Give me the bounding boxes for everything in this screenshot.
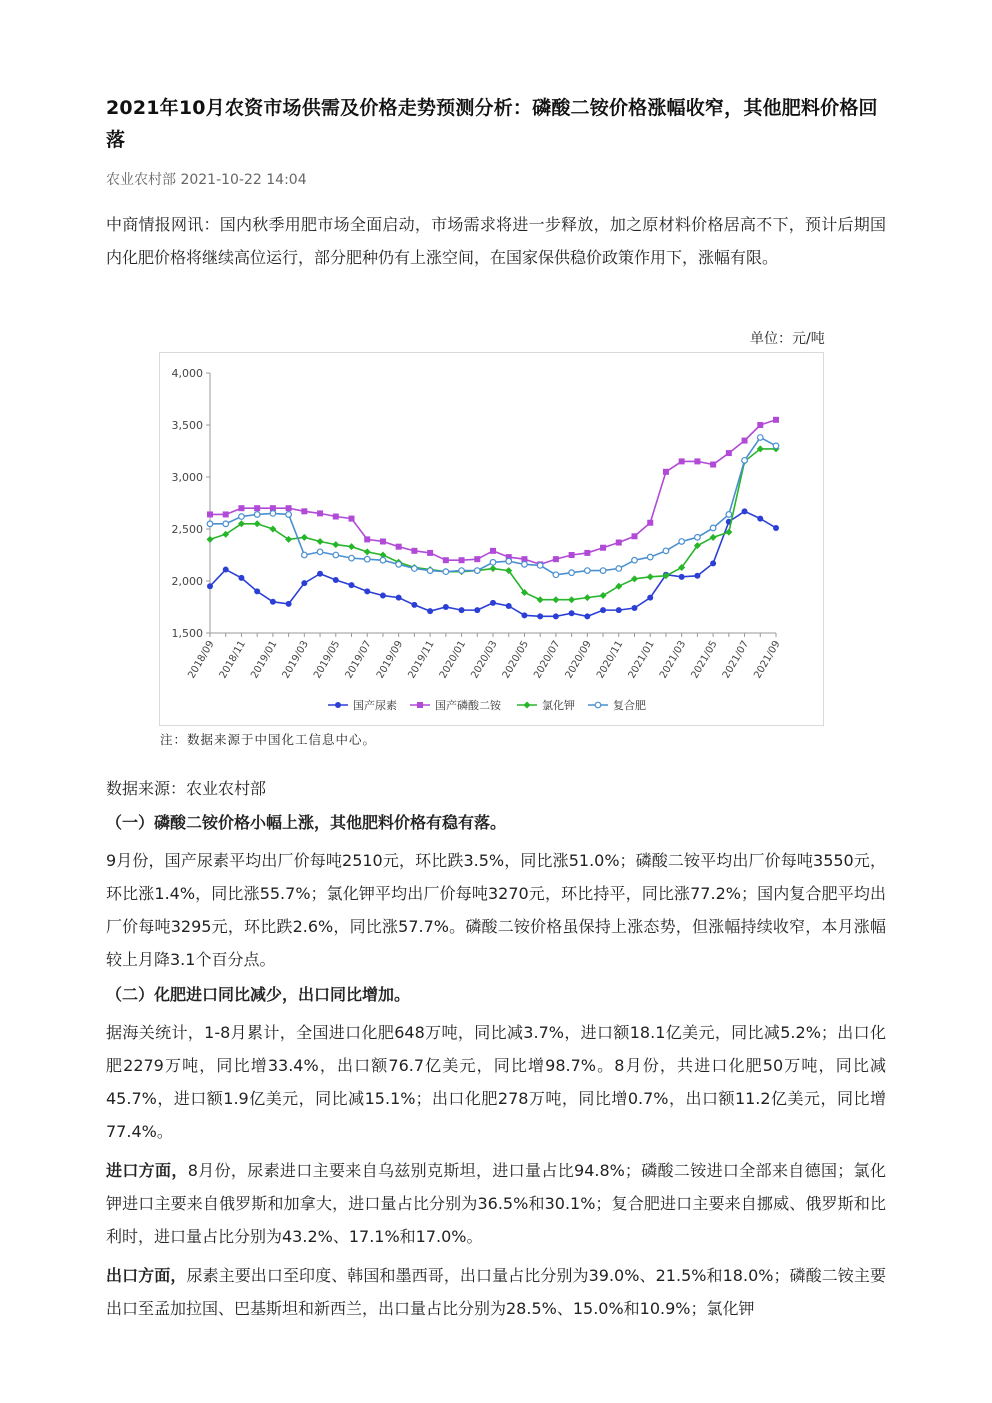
x-tick-label: 2018/11 xyxy=(217,639,249,681)
data-point xyxy=(459,557,465,563)
data-point xyxy=(647,520,653,526)
data-point xyxy=(411,602,417,608)
data-point xyxy=(364,536,370,542)
data-point xyxy=(317,510,323,516)
data-point xyxy=(207,583,213,589)
data-point xyxy=(600,568,606,574)
data-point xyxy=(757,422,763,428)
export-paragraph xyxy=(106,1259,886,1325)
data-point xyxy=(647,573,654,580)
data-point xyxy=(443,604,449,610)
data-point xyxy=(679,539,685,545)
data-point xyxy=(757,435,763,441)
data-point xyxy=(207,536,214,543)
data-point xyxy=(506,558,512,564)
intro-paragraph: 中商情报网讯：国内秋季用肥市场全面启动，市场需求将进一步释放，加之原材料价格居高不下，预计后期国内化肥价格将继续高位运行，部分肥种仍有上涨空间，在国家保供稳价政策作用下，涨幅有限。 xyxy=(106,215,886,267)
data-point xyxy=(380,538,386,544)
data-point xyxy=(443,557,449,563)
data-point xyxy=(317,571,323,577)
data-point xyxy=(585,568,591,574)
data-point xyxy=(537,613,543,619)
x-tick-label: 2021/01 xyxy=(626,639,657,681)
data-point xyxy=(537,563,543,569)
data-point xyxy=(615,583,622,590)
y-tick-label: 4,000 xyxy=(171,367,203,380)
legend-label: 复合肥 xyxy=(613,699,646,712)
data-point xyxy=(710,560,716,566)
data-point xyxy=(223,567,229,573)
legend-label: 氯化钾 xyxy=(542,699,575,712)
data-point xyxy=(490,565,497,572)
x-tick-label: 2020/11 xyxy=(595,639,626,681)
article-datetime: 2021-10-22 14:04 xyxy=(180,172,307,188)
data-point xyxy=(301,580,307,586)
data-point xyxy=(552,596,559,603)
data-point xyxy=(396,595,402,601)
data-point xyxy=(239,514,245,520)
data-point xyxy=(679,458,685,464)
data-point xyxy=(742,438,748,444)
data-point xyxy=(647,554,653,560)
data-point xyxy=(333,577,339,583)
data-point xyxy=(663,548,669,554)
data-point xyxy=(459,568,465,574)
data-point xyxy=(223,521,229,527)
x-tick-label: 2021/05 xyxy=(689,639,720,681)
data-point xyxy=(679,574,685,580)
data-point xyxy=(632,533,638,539)
data-point xyxy=(364,588,370,594)
data-point xyxy=(349,582,355,588)
section2-title: （二）化肥进口同比减少，出口同比增加。 xyxy=(106,985,411,1004)
data-point xyxy=(522,562,528,568)
data-point xyxy=(443,569,449,575)
data-point xyxy=(553,572,559,578)
data-point xyxy=(710,525,716,531)
data-point xyxy=(412,566,418,572)
legend-marker xyxy=(595,702,601,708)
data-point xyxy=(238,575,244,581)
data-point xyxy=(773,443,779,449)
data-point xyxy=(726,512,732,518)
section2-body: 据海关统计，1-8月累计，全国进口化肥648万吨，同比减3.7%，进口额18.1亿美元，同比减5.2%；出口化肥2279万吨，同比增33.4%，出口额76.7亿美元，同比增98.7%。8月份，共进口化肥50万吨，同比减45.7%，进口额1.9亿美元，同比减15.1%；出口化肥278万吨，同比增0.7%，出口额11.2亿美元，同比增77.4%。 xyxy=(106,1023,886,1141)
import-paragraph xyxy=(106,1154,886,1253)
data-point xyxy=(411,548,417,554)
data-point xyxy=(569,552,575,558)
data-point xyxy=(286,601,292,607)
section1-body: 9月份，国产尿素平均出厂价每吨2510元，环比跌3.5%，同比涨51.0%；磷酸二铵平均出厂价每吨3550元，环比涨1.4%，同比涨55.7%；氯化钾平均出厂价每吨3270元，环比持平，同比涨77.2%；国内复合肥平均出厂价每吨3295元，环比跌2.6%，同比涨57.7%。磷酸二铵价格虽保持上涨态势，但涨幅持续收窄，本月涨幅较上月降3.1个百分点。 xyxy=(106,851,886,969)
data-point xyxy=(474,556,480,562)
data-point xyxy=(726,450,732,456)
data-point xyxy=(647,595,653,601)
data-point xyxy=(301,508,307,514)
data-point xyxy=(568,596,575,603)
data-point xyxy=(317,538,324,545)
data-point xyxy=(349,555,355,561)
data-point xyxy=(474,607,480,613)
data-point xyxy=(364,548,371,555)
article-title: 2021年10月农资市场供需及价格走势预测分析：磷酸二铵价格涨幅收窄，其他肥料价格回落 xyxy=(106,97,878,151)
data-point xyxy=(490,600,496,606)
data-point xyxy=(427,550,433,556)
data-point xyxy=(207,511,213,517)
chart-note: 注：数据来源于中国化工信息中心。 xyxy=(160,732,377,747)
data-point xyxy=(710,534,717,541)
data-point xyxy=(254,505,260,511)
data-point xyxy=(490,559,496,565)
data-point xyxy=(521,612,527,618)
x-tick-label: 2019/11 xyxy=(406,639,437,681)
data-point xyxy=(616,566,622,572)
x-tick-label: 2019/05 xyxy=(312,639,343,681)
x-tick-label: 2019/07 xyxy=(343,639,374,681)
data-point xyxy=(364,556,370,562)
data-point xyxy=(301,534,308,541)
legend-marker xyxy=(417,702,423,708)
data-point xyxy=(348,543,355,550)
data-point xyxy=(773,525,779,531)
data-point xyxy=(553,613,559,619)
import-lead: 进口方面， xyxy=(106,1161,188,1180)
data-point xyxy=(380,593,386,599)
data-point xyxy=(396,544,402,550)
legend-label: 国产磷酸二铵 xyxy=(435,699,501,712)
import-body: 8月份，尿素进口主要来自乌兹别克斯坦，进口量占比94.8%；磷酸二铵进口全部来自德国；氯化钾进口主要来自俄罗斯和加拿大，进口量占比分别为36.5%和30.1%；复合肥进口主要来自挪威、俄罗斯和比利时，进口量占比分别为43.2%、17.1%和17.0%。 xyxy=(106,1161,886,1246)
x-tick-label: 2019/01 xyxy=(249,639,280,681)
article-source: 农业农村部 xyxy=(106,172,176,188)
data-point xyxy=(207,521,213,527)
data-point xyxy=(710,462,716,468)
article-body xyxy=(106,774,886,1325)
data-point xyxy=(270,599,276,605)
data-point xyxy=(632,557,638,563)
export-body: 尿素主要出口至印度、韩国和墨西哥，出口量占比分别为39.0%、21.5%和18.0%；磷酸二铵主要出口至孟加拉国、巴基斯坦和新西兰，出口量占比分别为28.5%、15.0%和10.9%；氯化钾 xyxy=(106,1266,886,1318)
data-point xyxy=(270,511,276,517)
data-point xyxy=(584,550,590,556)
article-meta xyxy=(106,170,886,190)
data-point xyxy=(616,607,622,613)
data-point xyxy=(254,520,261,527)
data-point xyxy=(742,458,748,464)
x-tick-label: 2020/05 xyxy=(500,639,532,681)
data-point xyxy=(584,613,590,619)
data-point xyxy=(459,607,465,613)
x-tick-label: 2020/03 xyxy=(469,639,500,681)
x-tick-label: 2021/03 xyxy=(657,639,689,681)
data-point xyxy=(584,594,591,601)
x-tick-label: 2020/07 xyxy=(532,639,563,681)
data-point xyxy=(254,588,260,594)
price-chart xyxy=(159,352,824,726)
data-point xyxy=(333,514,339,520)
data-point xyxy=(600,545,606,551)
data-point xyxy=(286,512,292,518)
data-point xyxy=(631,575,638,582)
data-point xyxy=(474,568,480,574)
x-tick-label: 2018/09 xyxy=(186,639,217,681)
data-point xyxy=(317,549,323,555)
data-point xyxy=(695,535,701,541)
data-source: 数据来源：农业农村部 xyxy=(106,779,267,798)
export-lead: 出口方面， xyxy=(106,1266,187,1285)
data-point xyxy=(238,505,244,511)
x-tick-label: 2020/09 xyxy=(563,639,594,681)
article xyxy=(106,92,886,274)
data-point xyxy=(757,516,763,522)
data-point xyxy=(223,511,229,517)
data-point xyxy=(694,573,700,579)
x-tick-label: 2021/09 xyxy=(752,639,783,681)
section1-title: （一）磷酸二铵价格小幅上涨，其他肥料价格有稳有落。 xyxy=(106,813,507,832)
chart-unit-label: 单位：元/吨 xyxy=(750,331,825,347)
data-point xyxy=(694,458,700,464)
data-point xyxy=(742,508,748,514)
series-line-1 xyxy=(210,420,776,565)
series-line-2 xyxy=(210,449,776,600)
x-tick-label: 2019/09 xyxy=(374,639,406,681)
legend-label: 国产尿素 xyxy=(353,699,397,712)
x-tick-label: 2019/03 xyxy=(280,639,311,681)
data-point xyxy=(506,603,512,609)
data-point xyxy=(490,548,496,554)
price-line-chart xyxy=(160,353,823,725)
data-point xyxy=(333,552,339,558)
data-point xyxy=(616,540,622,546)
data-point xyxy=(600,607,606,613)
data-point xyxy=(632,605,638,611)
data-point xyxy=(773,417,779,423)
data-point xyxy=(569,570,575,576)
data-point xyxy=(396,562,402,568)
data-point xyxy=(569,610,575,616)
data-point xyxy=(663,469,669,475)
data-point xyxy=(553,556,559,562)
data-point xyxy=(349,516,355,522)
data-point xyxy=(600,592,607,599)
legend-marker xyxy=(524,702,531,709)
data-point xyxy=(302,552,308,558)
data-point xyxy=(537,596,544,603)
x-tick-label: 2021/07 xyxy=(720,639,752,681)
y-tick-label: 1,500 xyxy=(171,627,203,640)
y-tick-label: 3,000 xyxy=(171,471,203,484)
data-point xyxy=(254,512,260,518)
data-point xyxy=(427,568,433,574)
data-point xyxy=(427,608,433,614)
y-tick-label: 2,000 xyxy=(171,575,203,588)
legend-marker xyxy=(335,702,341,708)
y-tick-label: 2,500 xyxy=(171,523,203,536)
y-tick-label: 3,500 xyxy=(171,419,203,432)
data-point xyxy=(286,505,292,511)
data-point xyxy=(380,557,386,563)
data-point xyxy=(332,541,339,548)
x-tick-label: 2020/01 xyxy=(437,639,469,681)
